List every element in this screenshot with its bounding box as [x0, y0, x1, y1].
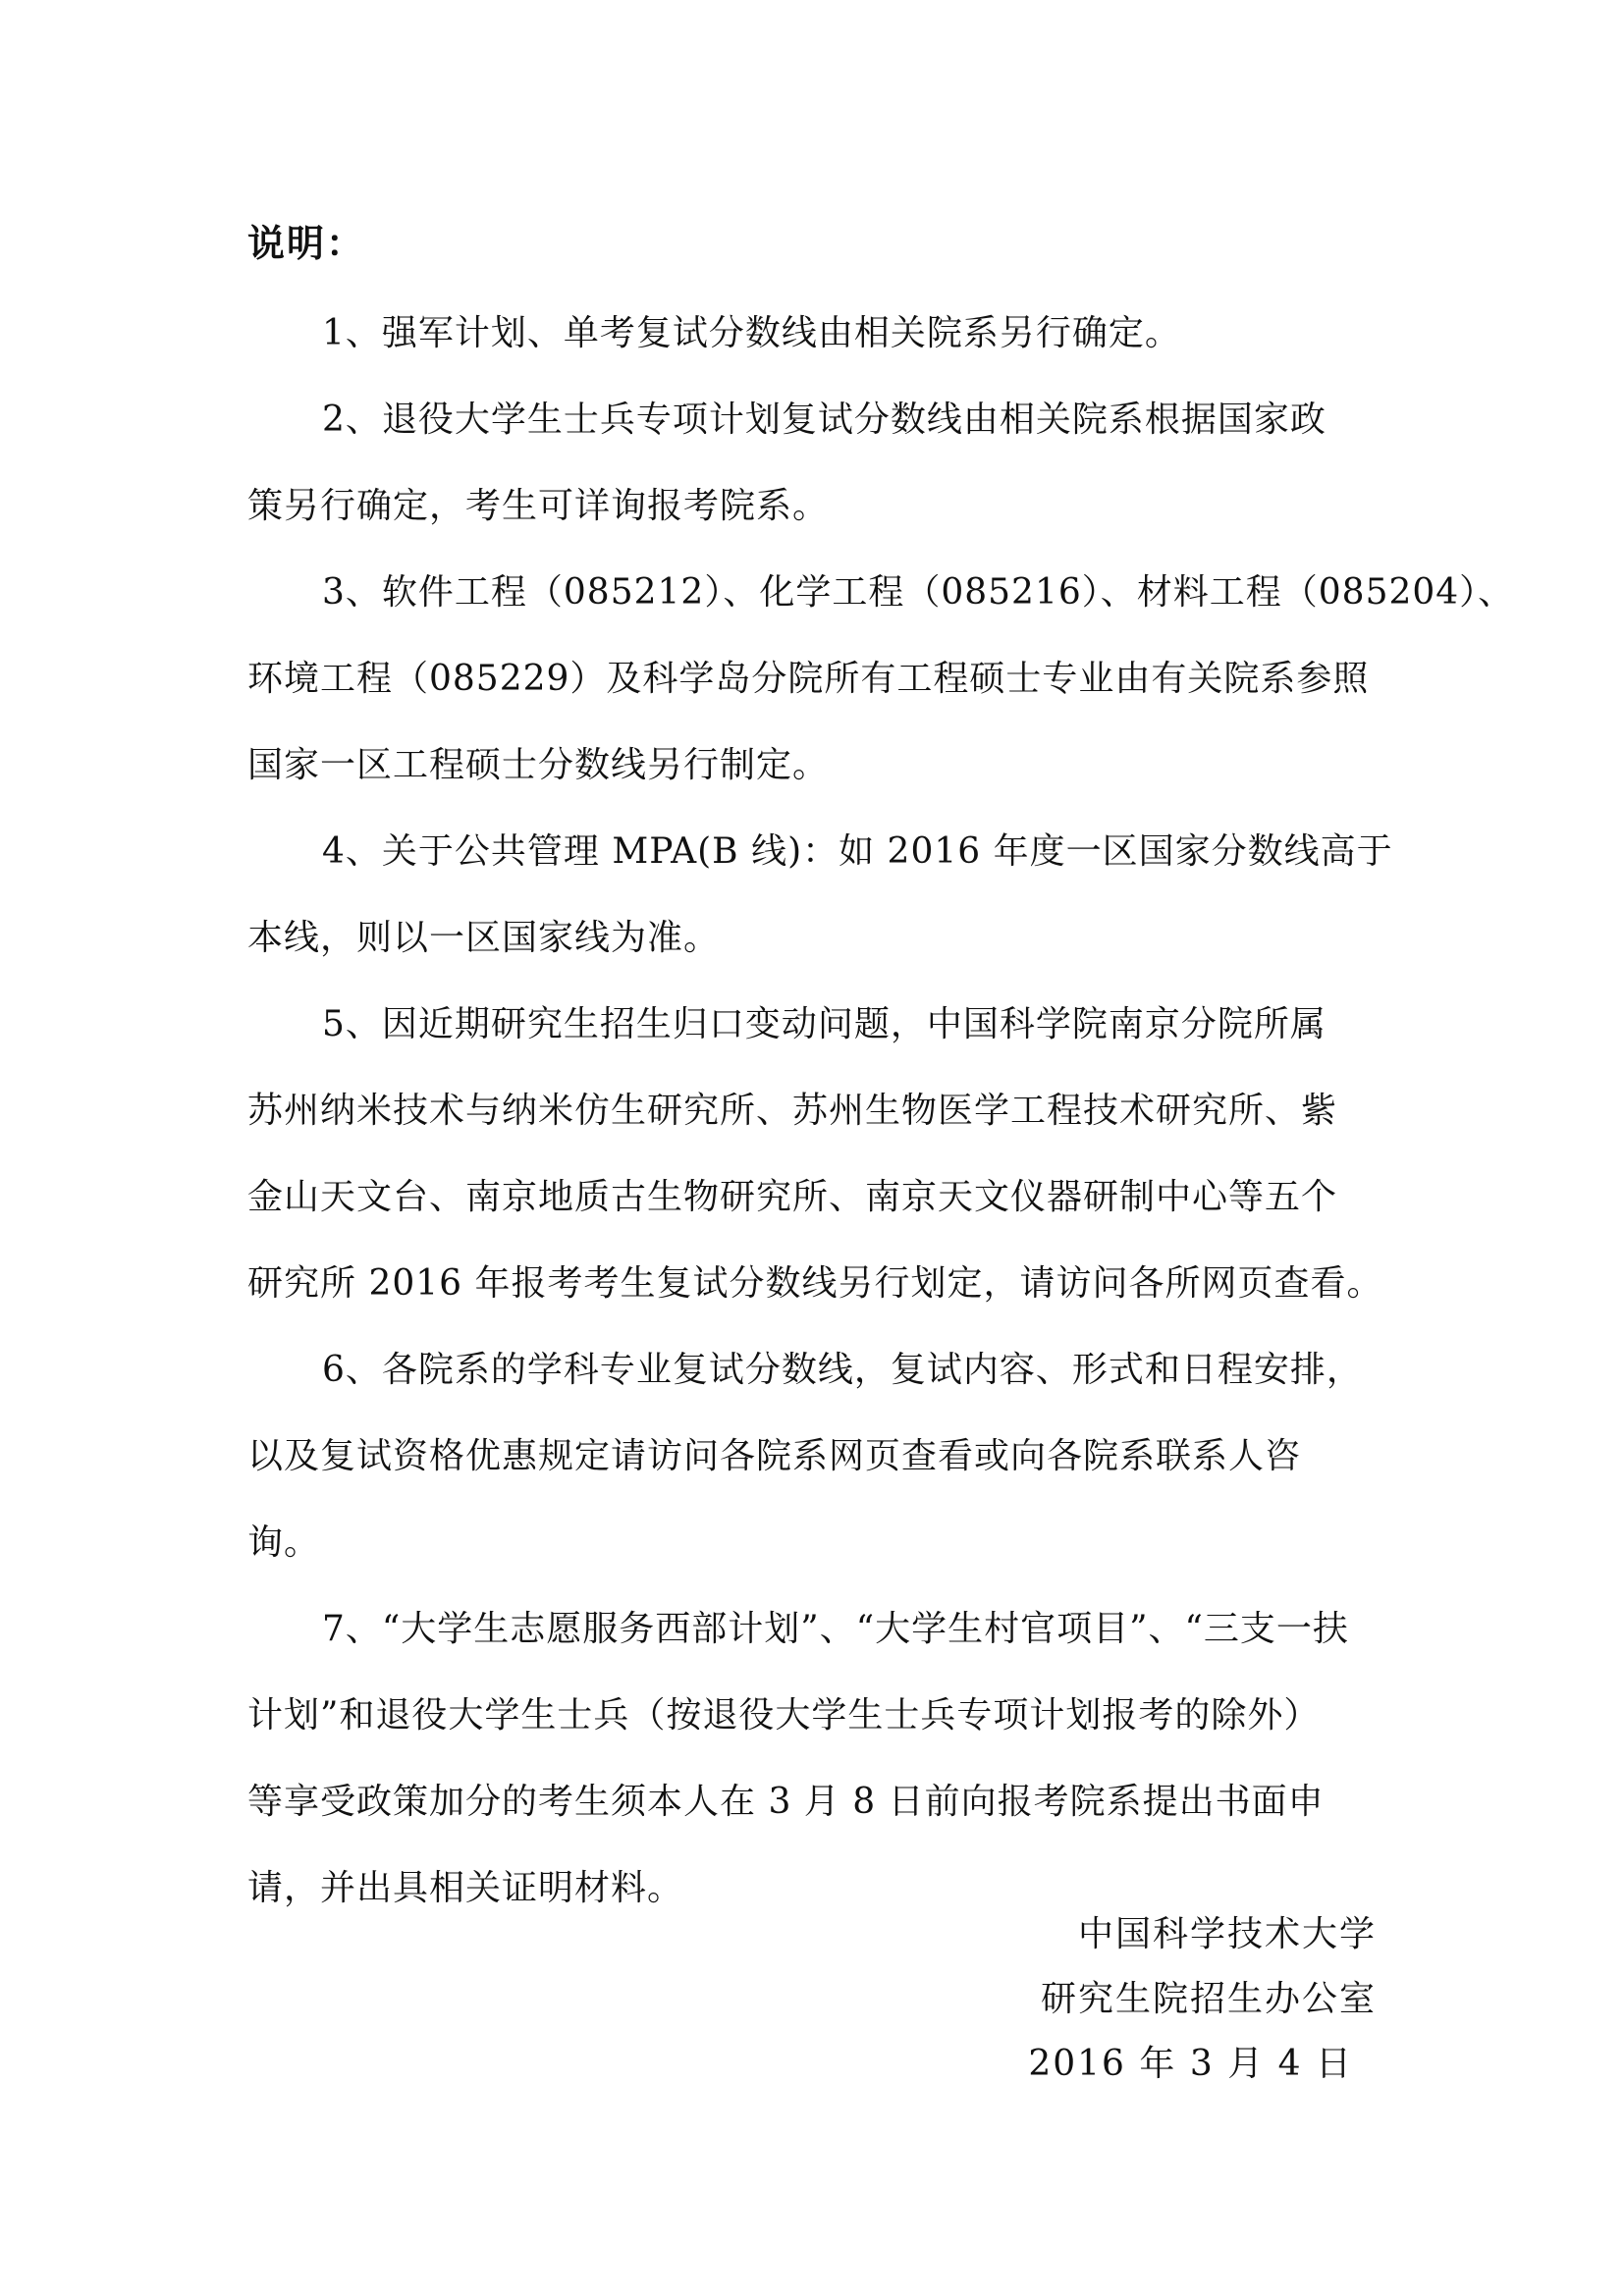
note-item-5: [247, 982, 1384, 1327]
signature-date: 2016 年 3 月 4 日: [1028, 2044, 1353, 2084]
note-line: 6、各院系的学科专业复试分数线，复试内容、形式和日程安排，: [322, 1350, 1363, 1390]
signature-office: 研究生院招生办公室: [1040, 1979, 1377, 2019]
note-line: 7、“大学生志愿服务西部计划”、“大学生村官项目”、“三支一扶: [322, 1609, 1349, 1649]
note-item-4: [247, 809, 1393, 982]
signature-university: 中国科学技术大学: [1077, 1914, 1377, 1954]
note-line: 研究所 2016 年报考考生复试分数线另行划定，请访问各所网页查看。: [247, 1263, 1383, 1304]
note-line: 苏州纳米技术与纳米仿生研究所、苏州生物医学工程技术研究所、紫: [247, 1091, 1338, 1131]
note-line: 环境工程（085229）及科学岛分院所有工程硕士专业由有关院系参照: [247, 659, 1370, 699]
note-line: 国家一区工程硕士分数线另行制定。: [247, 745, 830, 785]
note-line: 本线，则以一区国家线为准。: [247, 918, 721, 958]
note-item-7: [247, 1586, 1384, 1932]
note-line: 等享受政策加分的考生须本人在 3 月 8 日前向报考院系提出书面申: [247, 1782, 1325, 1822]
note-line: 金山天文台、南京地质古生物研究所、南京天文仪器研制中心等五个: [247, 1177, 1338, 1217]
note-item-3: [247, 550, 1515, 809]
signature-block: [1028, 1902, 1377, 2097]
page-title: 说明：: [247, 222, 366, 265]
note-line: 策另行确定，考生可详询报考院系。: [247, 486, 830, 526]
note-item-2: [247, 377, 1384, 550]
note-line: 请，并出具相关证明材料。: [247, 1868, 684, 1908]
note-line: 3、软件工程（085212）、化学工程（085216）、材料工程（085204）、: [322, 572, 1515, 613]
note-line: 以及复试资格优惠规定请访问各院系网页查看或向各院系联系人咨: [247, 1436, 1302, 1476]
note-line: 1、强军计划、单考复试分数线由相关院系另行确定。: [322, 313, 1181, 353]
notes-body: [247, 291, 1515, 1932]
note-line: 4、关于公共管理 MPA(B 线)：如 2016 年度一区国家分数线高于: [322, 831, 1393, 872]
note-item-6: [247, 1327, 1384, 1586]
note-line: 5、因近期研究生招生归口变动问题，中国科学院南京分院所属: [322, 1004, 1326, 1044]
note-line: 询。: [247, 1522, 321, 1563]
note-item-1: [247, 291, 1384, 377]
note-line: 计划”和退役大学生士兵（按退役大学生士兵专项计划报考的除外）: [247, 1695, 1321, 1735]
note-line: 2、退役大学生士兵专项计划复试分数线由相关院系根据国家政: [322, 400, 1326, 440]
